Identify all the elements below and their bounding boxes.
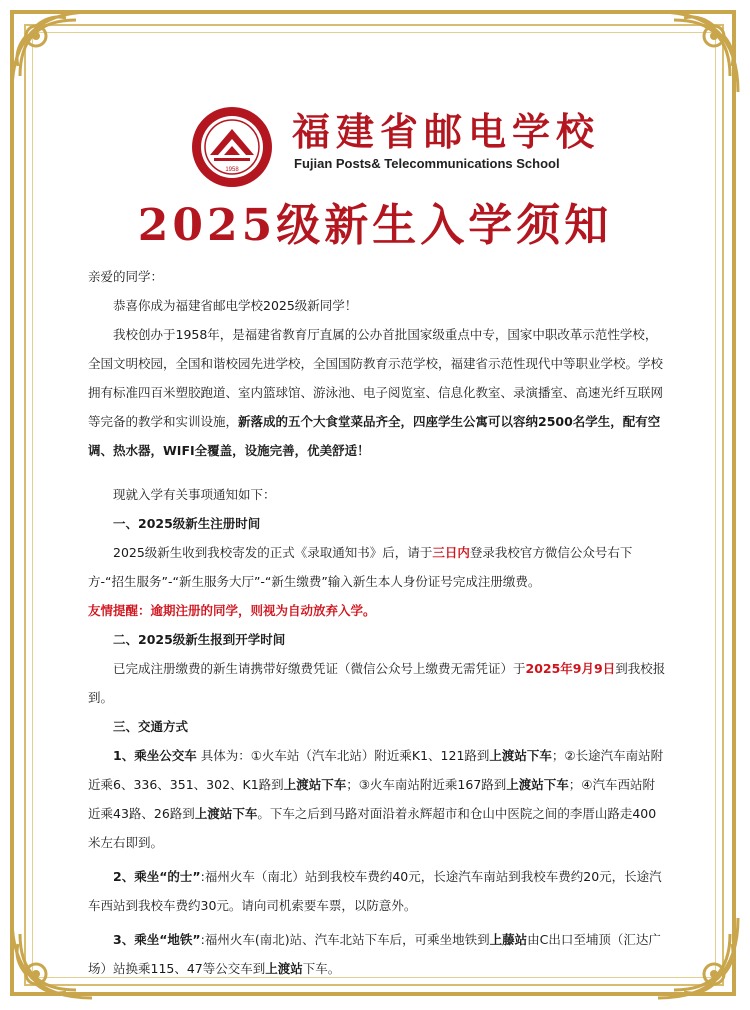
metro-text-3: 下车。: [302, 961, 341, 976]
bus-label: 1、乘坐公交车: [113, 748, 197, 763]
section3-title: 三、交通方式: [113, 719, 189, 734]
taxi-text: :福州火车（南北）站到我校车费约40元，长途汽车南站到我校车费约20元，长途汽车西站到我校车费约30元。请向司机索要车票，以防意外。: [88, 869, 662, 913]
bus-text-5: 。下车之后到马路对面沿着永辉超市和仓山中医院之间的李厝山路走400米左右即到。: [88, 806, 657, 850]
taxi-label: 2、乘坐“的士”: [113, 869, 201, 884]
bus-stop-1: 上渡站下车: [489, 748, 552, 763]
bus-text-1: 具体为：①火车站（汽车北站）附近乘K1、121路到: [200, 748, 490, 763]
section2-text-a: 已完成注册缴费的新生请携带好缴费凭证（微信公众号上缴费无需凭证）于: [113, 661, 526, 676]
section2-text-b: 到我校报到。: [88, 661, 666, 705]
section2-title: 二、2025级新生报到开学时间: [113, 632, 286, 647]
logo-year: 1958: [225, 167, 239, 173]
ornament-corner-icon: [6, 912, 98, 1004]
section1-text-a: 2025级新生收到我校寄发的正式《录取通知书》后，请于: [113, 545, 433, 560]
intro-text: 我校创办于1958年，是福建省教育厅直属的公办首批国家级重点中专，国家中职改革示范性学校，全国文明校园，全国和谐校园先进学校，全国国防教育示范学校，福建省示范性现代中等职业学校。学校拥有标准四百米塑胶跑道、室内篮球馆、游泳池、电子阅览室、信息化教室、录演播室、高速光纤互联网等完备的教学和实训设施，: [88, 327, 664, 429]
intro-highlight: 新落成的五个大食堂菜品齐全，四座学生公寓可以容纳2500名学生，配有空调、热水器，WIFI全覆盖，设施完善，优美舒适！: [88, 414, 661, 458]
section1-deadline: 三日内: [432, 545, 470, 560]
bus-text-4: ；④汽车西站附近乘43路、26路到: [88, 777, 656, 821]
bus-stop-3: 上渡站下车: [506, 777, 569, 792]
metro-label: 3、乘坐“地铁”: [113, 932, 201, 947]
ornament-corner-icon: [6, 6, 98, 98]
section1-title: 一、2025级新生注册时间: [113, 516, 261, 531]
section1-text-b: 登录我校官方微信公众号右下方-“招生服务”-“新生服务大厅”-“新生缴费”输入新生本人身份证号完成注册缴费。: [88, 545, 633, 589]
greeting: 亲爱的同学：: [88, 269, 164, 284]
section1-paragraph: [88, 538, 666, 596]
metro-station: 上藤站: [489, 932, 528, 947]
metro-stop: 上渡站: [265, 961, 303, 976]
reminder-line: 友情提醒：逾期注册的同学，则视为自动放弃入学。: [88, 603, 376, 618]
ornament-corner-icon: [652, 6, 744, 98]
bus-text-2: ；②长途汽车南站附近乘6、336、351、302、K1路到: [88, 748, 664, 792]
page-title: 2025级新生入学须知: [137, 200, 613, 251]
school-name-cn: 福建省邮电学校: [292, 109, 601, 154]
bus-paragraph: [88, 741, 666, 857]
school-name-en: Fujian Posts& Telecommunications School: [294, 156, 560, 171]
congrats-line: 恭喜你成为福建省邮电学校2025级新同学！: [113, 298, 358, 313]
taxi-paragraph: [88, 862, 666, 920]
school-intro: [88, 320, 666, 465]
bus-text-3: ；③火车南站附近乘167路到: [346, 777, 507, 792]
metro-paragraph: [88, 925, 666, 983]
section2-date: 2025年9月9日: [525, 661, 616, 676]
bus-stop-4: 上渡站下车: [194, 806, 258, 821]
notice-intro: 现就入学有关事项通知如下：: [113, 487, 276, 502]
notice-body: [88, 262, 666, 983]
school-emblem-icon: [190, 105, 274, 189]
bus-stop-2: 上渡站下车: [283, 777, 347, 792]
section2-paragraph: [88, 654, 666, 712]
metro-text-2: 由C出口至埔顶（汇达广场）站换乘115、47等公交车到: [88, 932, 661, 976]
metro-text-1: :福州火车(南北)站、汽车北站下车后，可乘坐地铁到: [200, 932, 490, 947]
